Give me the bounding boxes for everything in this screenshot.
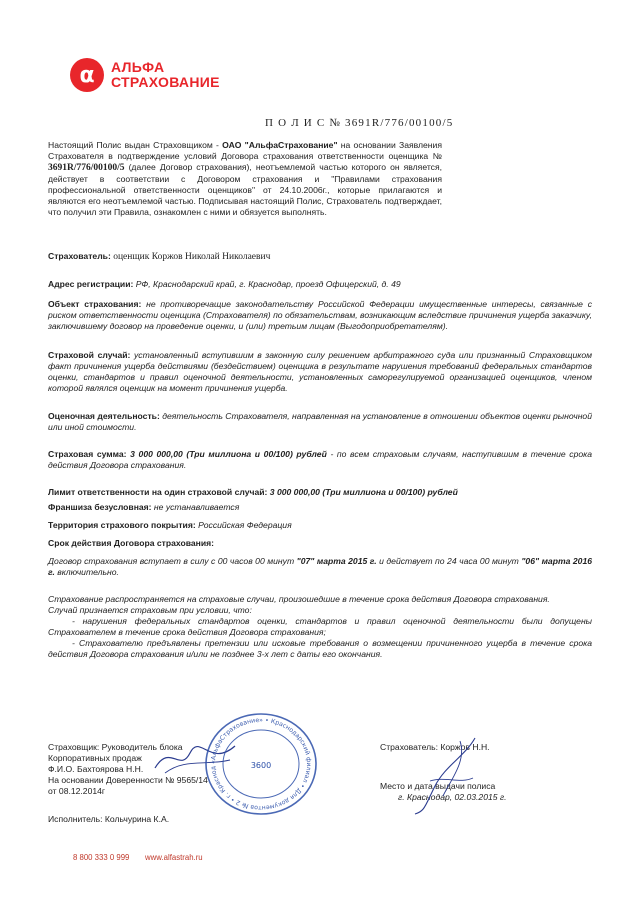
insured-signature-block: Страхователь: Коржов Н.Н. Место и дата выдачи полиса г. Краснодар, 02.03.2015 г.	[380, 742, 507, 802]
insured-signature-icon	[405, 736, 495, 816]
footer-site[interactable]: www.alfastrah.ru	[145, 853, 203, 862]
insured-line: Страхователь: оценщик Коржов Николай Николаевич	[48, 251, 271, 262]
contract-number: 3691R/776/00100/5	[48, 163, 125, 173]
sum-section: Страховая сумма: 3 000 000,00 (Три миллиона и 00/100) рублей - по всем страховым случаям, наступившим в течение срока действия Договора страхования.	[48, 449, 592, 470]
logo-line-1: АЛЬФА	[111, 59, 165, 75]
insurer-signature-block: Страховщик: Руководитель блока Корпоративных продаж Ф.И.О. Бахтоярова Н.Н. На основании Доверенности № 9565/14 от 08.12.2014г Исполнитель: Кольчурина К.А.	[48, 742, 208, 824]
intro-paragraph: Настоящий Полис выдан Страховщиком - ОАО "АльфаСтрахование" на основании Заявления Страхователя в подтверждение условий Договора страхования ответственности оценщика № 3691R/776/00100/5 (далее Договор страхования), неотъемлемой частью которого он является, действует в соответствии с Договором страхования и "Правилами страхования профессиональной ответственности оценщиков" от 24.10.2006г., которые прилагаются и являются его неотъемлемой частью. Подписывая настоящий Полис, Страхователь подтверждает, что получил эти Правила, ознакомлен с ними и обязуется выполнять.	[48, 140, 442, 217]
object-section: Объект страхования: не противоречащие законодательству Российской Федерации имущественные интересы, связанные с риском ответственности оценщика (Страхователя) по обязательствам, возникающим вследствие причинения ущерба заказчику, заключившему договор на проведение оценки, и (или) третьим лицам (Выгодоприобретателям).	[48, 299, 592, 331]
term-label: Срок действия Договора страхования:	[48, 538, 215, 548]
alfa-symbol-icon: α	[70, 58, 104, 92]
coverage-section: Страхование распространяется на страховые случаи, произошедшие в течение срока действия Договора страхования. Случай признается страховым при условии, что: - нарушения федеральных стандартов оценки, стандартов и правил оценочной деятельности были допущены Страхователем в течение срока действия Договора страхования; - Страхователю предъявлены претензии или исковые требования о возмещении причиненного ущерба в течение срока действия Договора страхования и/или не позднее 3-х лет с даты его окончания.	[48, 594, 592, 659]
footer-phone: 8 800 333 0 999	[73, 853, 130, 862]
company-name: ОАО "АльфаСтрахование"	[222, 140, 338, 150]
limit-line: Лимит ответственности на один страховой случай: 3 000 000,00 (Три миллиона и 00/100) рублей	[48, 487, 458, 497]
territory-line: Территория страхового покрытия: Российская Федерация	[48, 520, 292, 530]
logo-line-2: СТРАХОВАНИЕ	[111, 74, 220, 90]
company-stamp-icon	[202, 710, 320, 818]
term-section: Договор страхования вступает в силу с 00 часов 00 минут "07" марта 2015 г. и действует по 24 часа 00 минут "06" марта 2016 г. включительно.	[48, 556, 593, 577]
svg-text:3600: 3600	[250, 761, 272, 770]
alfa-logo	[70, 58, 220, 92]
activity-section: Оценочная деятельность: деятельность Страхователя, направленная на установление в отношении объектов оценки рыночной или иной стоимости.	[48, 411, 592, 432]
franchise-line: Франшиза безусловная: не устанавливается	[48, 502, 240, 512]
address-line: Адрес регистрации: РФ, Краснодарский край, г. Краснодар, проезд Офицерский, д. 49	[48, 279, 401, 289]
svg-text:«АльфаСтрахование» • Краснодар: «АльфаСтрахование» • Краснодарский филиал • Для документов № 2 • г. Краснод	[209, 716, 313, 812]
policy-title: П О Л И С № 3691R/776/00100/5	[265, 117, 454, 129]
event-section: Страховой случай: установленный вступившим в законную силу решением арбитражного суда или признанный Страховщиком факт причинения ущерба действиями (бездействием) оценщика в результате нарушения требований федеральных стандартов оценки, стандартов и правил оценочной деятельности, установленных саморегулируемой организацией оценщиков, членом которой являлся оценщик на момент причинения ущерба.	[48, 350, 592, 393]
